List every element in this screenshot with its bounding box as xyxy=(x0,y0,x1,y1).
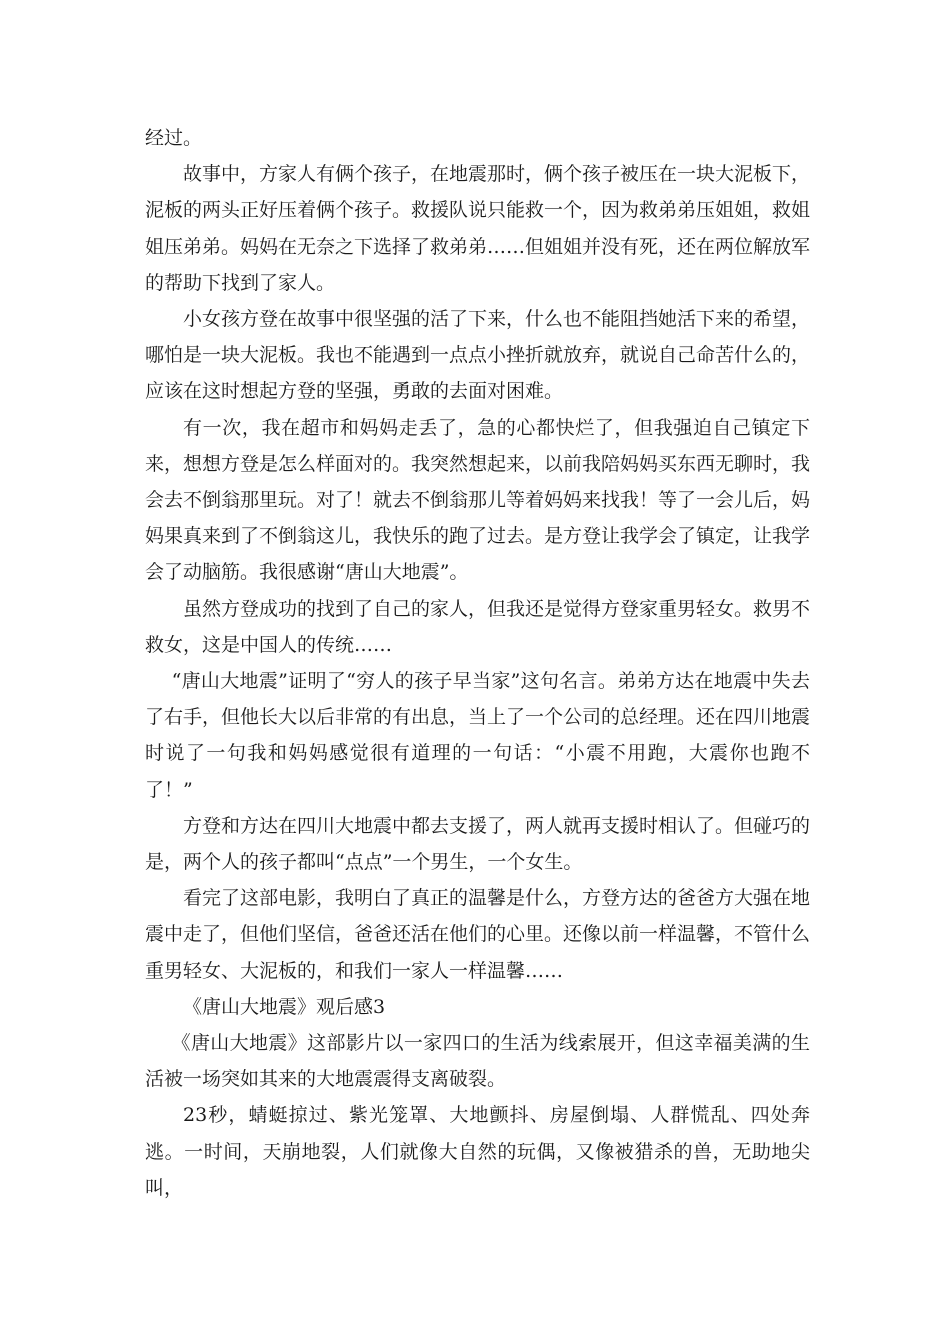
paragraph-proverb: “唐山大地震”证明了“穷人的孩子早当家”这句名言。弟弟方达在地震中失去了右手，但他长大以后非常的有出息，当上了一个公司的总经理。还在四川地震时说了一句我和妈妈感觉很有道理的一句话：“小震不用跑，大震你也跑不了！” xyxy=(145,670,811,801)
paragraph-tradition: 虽然方登成功的找到了自己的家人，但我还是觉得方登家重男轻女。救男不救女，这是中国人的传统…… xyxy=(145,597,811,656)
paragraph-fang-deng-strong: 小女孩方登在故事中很坚强的活了下来，什么也不能阻挡她活下来的希望，哪怕是一块大泥板。我也不能遇到一点点小挫折就放弃，就说自己命苦什么的，应该在这时想起方登的坚强，勇敢的去面对困难。 xyxy=(145,308,811,403)
paragraph-story: 故事中，方家人有俩个孩子，在地震那时，俩个孩子被压在一块大泥板下，泥板的两头正好压着俩个孩子。救援队说只能救一个，因为救弟弟压姐姐，救姐姐压弟弟。妈妈在无奈之下选择了救弟弟……但姐姐并没有死，还在两位解放军的帮助下找到了家人。 xyxy=(145,163,811,294)
section-heading: 《唐山大地震》观后感3 xyxy=(183,995,386,1018)
document-page xyxy=(145,120,810,1206)
paragraph-sichuan: 方登和方达在四川大地震中都去支援了，两人就再支援时相认了。但碰巧的是，两个人的孩子都叫“点点”一个男生，一个女生。 xyxy=(145,814,811,874)
paragraph-23-seconds: 23秒，蜻蜓掠过、紫光笼罩、大地颤抖、房屋倒塌、人群慌乱、四处奔逃。一时间，天崩地裂，人们就像大自然的玩偶，又像被猎杀的兽，无助地尖叫， xyxy=(145,1104,810,1199)
paragraph-film-intro: 《唐山大地震》这部影片以一家四口的生活为线索展开，但这幸福美满的生活被一场突如其来的大地震震得支离破裂。 xyxy=(145,1032,810,1091)
paragraph-warmth: 看完了这部电影，我明白了真正的温馨是什么，方登方达的爸爸方大强在地震中走了，但他们坚信，爸爸还活在他们的心里。还像以前一样温馨，不管什么重男轻女、大泥板的，和我们一家人一样温馨…… xyxy=(145,887,811,982)
paragraph-supermarket: 有一次，我在超市和妈妈走丢了，急的心都快烂了，但我强迫自己镇定下来，想想方登是怎么样面对的。我突然想起来，以前我陪妈妈买东西无聊时，我会去不倒翁那里玩。对了！就去不倒翁那儿等着妈妈来找我！等了一会儿后，妈妈果真来到了不倒翁这儿，我快乐的跑了过去。是方登让我学会了镇定，让我学会了动脑筋。我很感谢“唐山大地震”。 xyxy=(145,416,811,584)
paragraph-continuation: 经过。 xyxy=(145,127,203,149)
